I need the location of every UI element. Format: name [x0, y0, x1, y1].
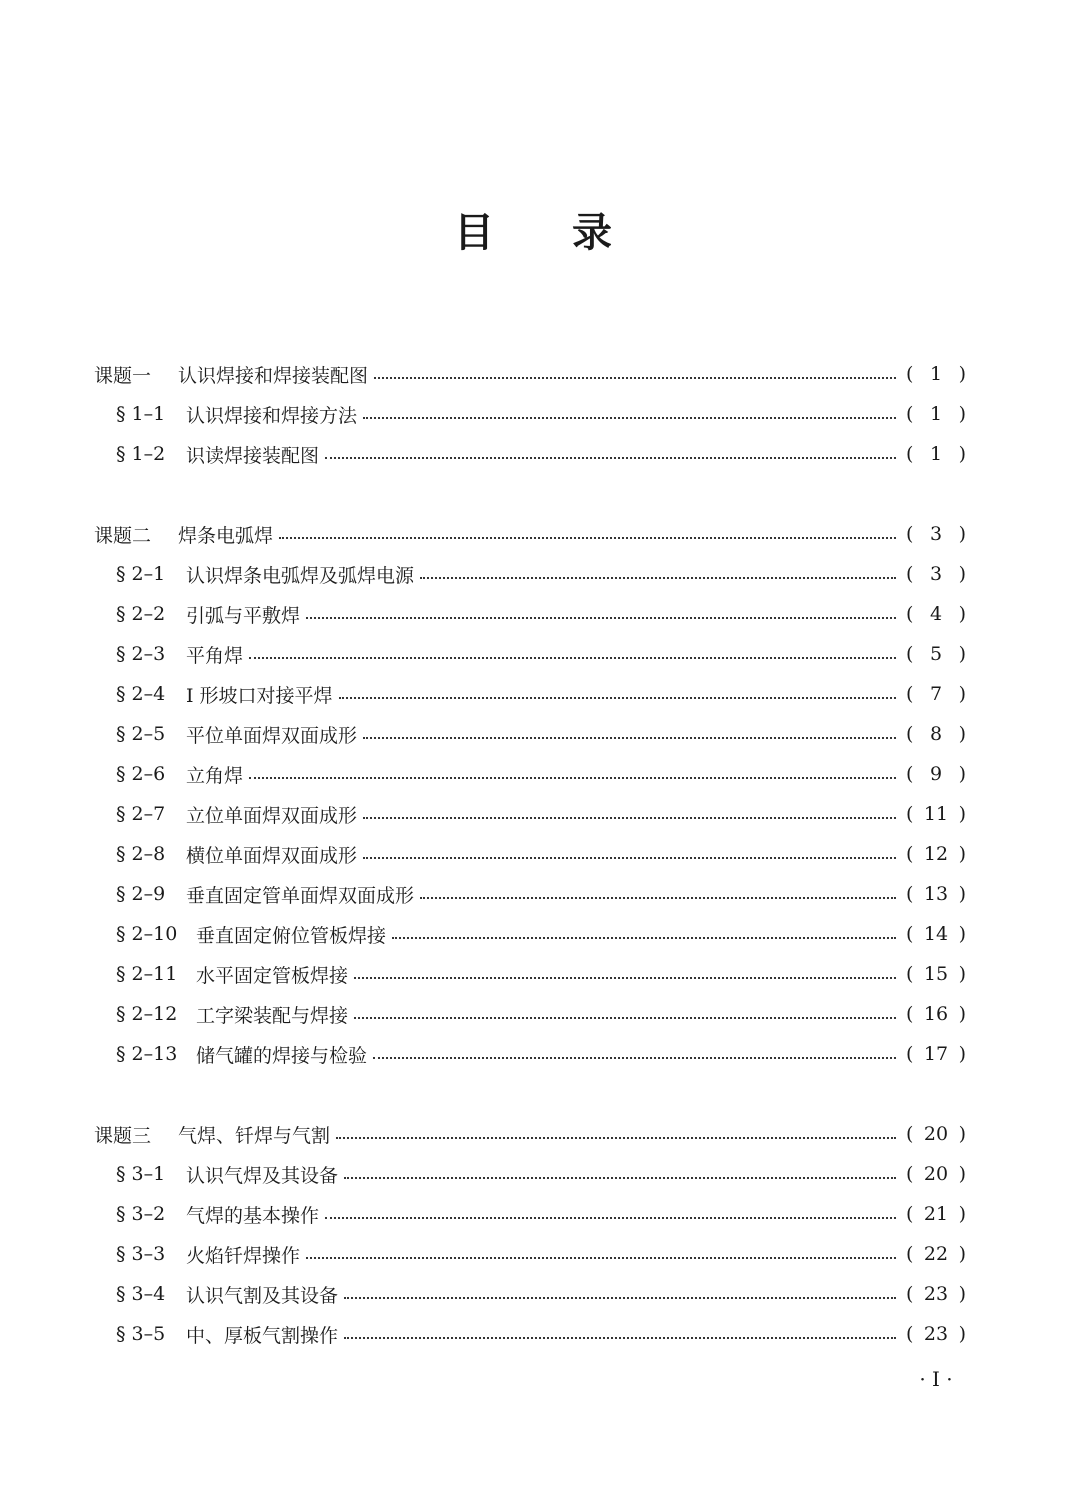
toc-section-row[interactable] — [94, 954, 966, 994]
section-title: 认识气焊及其设备 — [186, 1164, 339, 1187]
page-title: 目录 — [454, 210, 690, 256]
section-number: § 2–1 — [116, 563, 166, 585]
toc-section-row[interactable] — [94, 794, 966, 834]
page-number: 22 — [923, 1243, 949, 1265]
page-number: 14 — [923, 923, 949, 945]
page-number: 11 — [923, 803, 949, 825]
toc-section-row[interactable] — [94, 1034, 966, 1074]
page-number: 16 — [923, 1003, 949, 1025]
page-ref: ( 17 ) — [906, 1043, 966, 1065]
dot-leader — [279, 537, 896, 539]
chapter-number: 课题一 — [94, 364, 152, 387]
toc-section-row[interactable] — [94, 1154, 966, 1194]
section-title: 平角焊 — [186, 644, 244, 667]
section-title: 平位单面焊双面成形 — [186, 724, 358, 747]
page-number: 3 — [929, 523, 943, 545]
section-number: § 3–5 — [116, 1323, 166, 1345]
toc-section-row[interactable] — [94, 1274, 966, 1314]
page-ref: ( 4 ) — [906, 603, 966, 625]
page-ref: ( 5 ) — [906, 643, 966, 665]
section-title: 认识焊条电弧焊及弧焊电源 — [186, 564, 415, 587]
dot-leader — [325, 1217, 896, 1219]
section-number: § 2–10 — [116, 923, 178, 945]
section-number: § 3–1 — [116, 1163, 166, 1185]
toc-section-row[interactable] — [94, 634, 966, 674]
toc-section-row[interactable] — [94, 994, 966, 1034]
section-title: 横位单面焊双面成形 — [186, 844, 358, 867]
table-of-contents — [94, 354, 966, 1394]
section-number: § 2–8 — [116, 843, 166, 865]
page-ref: ( 14 ) — [906, 923, 966, 945]
chapter-title: 认识焊接和焊接装配图 — [178, 364, 369, 387]
page-number: 17 — [923, 1043, 949, 1065]
section-title: I 形坡口对接平焊 — [186, 684, 333, 707]
page-number: 9 — [929, 763, 943, 785]
toc-section-row[interactable] — [94, 554, 966, 594]
page-ref: ( 9 ) — [906, 763, 966, 785]
toc-section-row[interactable] — [94, 754, 966, 794]
chapter-3 — [94, 1114, 966, 1354]
section-title: 气焊的基本操作 — [186, 1204, 320, 1227]
chapter-title: 气焊、钎焊与气割 — [178, 1124, 331, 1147]
dot-leader — [420, 577, 896, 579]
toc-chapter-row[interactable] — [94, 354, 966, 394]
toc-section-row[interactable] — [94, 1194, 966, 1234]
page-ref: ( 8 ) — [906, 723, 966, 745]
page-number: 20 — [923, 1163, 949, 1185]
section-number: § 3–3 — [116, 1243, 166, 1265]
page-number: 5 — [929, 643, 943, 665]
page-ref: ( 7 ) — [906, 683, 966, 705]
section-title: 认识气割及其设备 — [186, 1284, 339, 1307]
section-number: § 2–4 — [116, 683, 166, 705]
page-number: 1 — [929, 363, 943, 385]
toc-chapter-row[interactable] — [94, 514, 966, 554]
toc-section-row[interactable] — [94, 434, 966, 474]
section-title: 引弧与平敷焊 — [186, 604, 301, 627]
toc-section-row[interactable] — [94, 394, 966, 434]
section-number: § 2–6 — [116, 763, 166, 785]
dot-leader — [363, 817, 896, 819]
page-ref: ( 11 ) — [906, 803, 966, 825]
dot-leader — [325, 457, 896, 459]
toc-section-row[interactable] — [94, 714, 966, 754]
page-ref: ( 1 ) — [906, 363, 966, 385]
page-ref: ( 20 ) — [906, 1123, 966, 1145]
section-title: 储气罐的焊接与检验 — [196, 1044, 368, 1067]
toc-section-row[interactable] — [94, 834, 966, 874]
dot-leader — [336, 1137, 896, 1139]
section-number: § 2–7 — [116, 803, 166, 825]
section-number: § 2–11 — [116, 963, 178, 985]
page-ref: ( 21 ) — [906, 1203, 966, 1225]
page-number: 4 — [929, 603, 943, 625]
page-ref: ( 22 ) — [906, 1243, 966, 1265]
toc-section-row[interactable] — [94, 674, 966, 714]
page-number: 8 — [929, 723, 943, 745]
page-number: 1 — [929, 403, 943, 425]
dot-leader — [374, 377, 896, 379]
page-number: 15 — [923, 963, 949, 985]
section-title: 立角焊 — [186, 764, 244, 787]
dot-leader — [344, 1297, 896, 1299]
section-title: 水平固定管板焊接 — [196, 964, 349, 987]
dot-leader — [392, 937, 896, 939]
section-number: § 2–9 — [116, 883, 166, 905]
toc-section-row[interactable] — [94, 594, 966, 634]
section-title: 识读焊接装配图 — [186, 444, 320, 467]
toc-section-row[interactable] — [94, 874, 966, 914]
page-ref: ( 1 ) — [906, 443, 966, 465]
dot-leader — [363, 417, 896, 419]
toc-chapter-row[interactable] — [94, 1114, 966, 1154]
chapter-number: 课题三 — [94, 1124, 152, 1147]
page-folio: · I · — [919, 1367, 953, 1391]
page-ref: ( 16 ) — [906, 1003, 966, 1025]
dot-leader — [249, 777, 896, 779]
section-number: § 2–13 — [116, 1043, 178, 1065]
dot-leader — [306, 1257, 896, 1259]
page-number: 7 — [929, 683, 943, 705]
page-number: 3 — [929, 563, 943, 585]
page-number: 13 — [923, 883, 949, 905]
page-number: 20 — [923, 1123, 949, 1145]
section-title: 垂直固定管单面焊双面成形 — [186, 884, 415, 907]
section-number: § 2–3 — [116, 643, 166, 665]
page-ref: ( 3 ) — [906, 523, 966, 545]
dot-leader — [420, 897, 896, 899]
section-number: § 2–5 — [116, 723, 166, 745]
dot-leader — [344, 1337, 896, 1339]
section-number: § 2–12 — [116, 1003, 178, 1025]
page-ref: ( 20 ) — [906, 1163, 966, 1185]
dot-leader — [344, 1177, 896, 1179]
chapter-1 — [94, 354, 966, 474]
dot-leader — [249, 657, 896, 659]
dot-leader — [339, 697, 896, 699]
chapter-title: 焊条电弧焊 — [178, 524, 274, 547]
section-title: 垂直固定俯位管板焊接 — [196, 924, 387, 947]
dot-leader — [354, 977, 896, 979]
section-number: § 1–2 — [116, 443, 166, 465]
page-number: 1 — [929, 443, 943, 465]
dot-leader — [354, 1017, 896, 1019]
chapter-number: 课题二 — [94, 524, 152, 547]
section-title: 火焰钎焊操作 — [186, 1244, 301, 1267]
page-number: 23 — [923, 1283, 949, 1305]
page-ref: ( 1 ) — [906, 403, 966, 425]
page-ref: ( 3 ) — [906, 563, 966, 585]
page-number: 21 — [923, 1203, 949, 1225]
toc-section-row[interactable] — [94, 1314, 966, 1354]
dot-leader — [363, 857, 896, 859]
section-title: 立位单面焊双面成形 — [186, 804, 358, 827]
toc-section-row[interactable] — [94, 914, 966, 954]
section-number: § 3–4 — [116, 1283, 166, 1305]
section-title: 中、厚板气割操作 — [186, 1324, 339, 1347]
dot-leader — [306, 617, 896, 619]
section-number: § 3–2 — [116, 1203, 166, 1225]
section-title: 工字梁装配与焊接 — [196, 1004, 349, 1027]
chapter-2 — [94, 514, 966, 1074]
dot-leader — [363, 737, 896, 739]
section-title: 认识焊接和焊接方法 — [186, 404, 358, 427]
page-ref: ( 13 ) — [906, 883, 966, 905]
page-ref: ( 23 ) — [906, 1283, 966, 1305]
page-ref: ( 23 ) — [906, 1323, 966, 1345]
toc-section-row[interactable] — [94, 1234, 966, 1274]
page-number: 23 — [923, 1323, 949, 1345]
page-ref: ( 12 ) — [906, 843, 966, 865]
page-ref: ( 15 ) — [906, 963, 966, 985]
section-number: § 2–2 — [116, 603, 166, 625]
page-number: 12 — [923, 843, 949, 865]
section-number: § 1–1 — [116, 403, 166, 425]
dot-leader — [373, 1057, 896, 1059]
